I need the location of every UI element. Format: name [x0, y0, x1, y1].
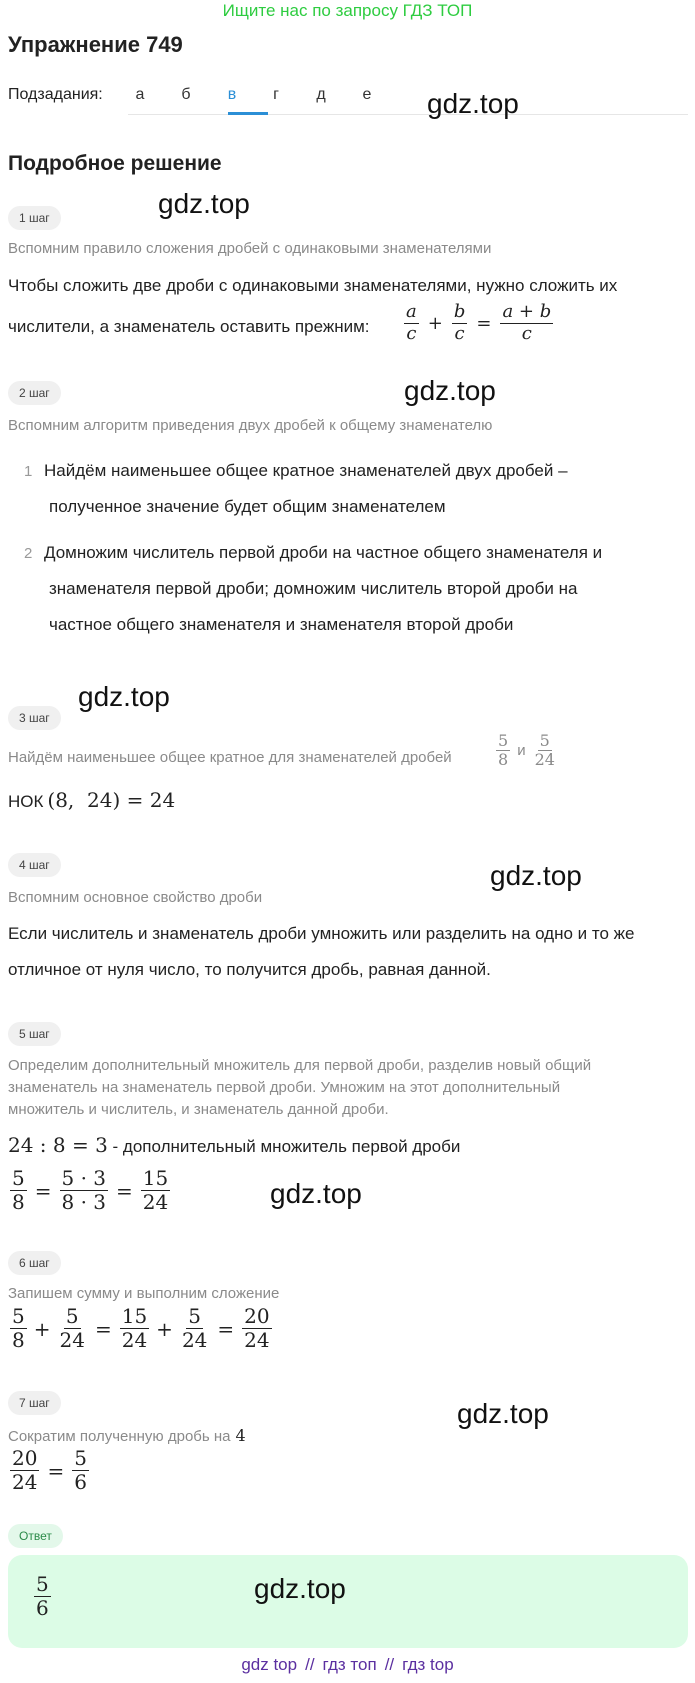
step-hint: Определим дополнительный множитель для первой дроби, разделив новый общий — [8, 1057, 592, 1074]
step-hint: Вспомним алгоритм приведения двух дробей к общему знаменателю — [8, 417, 493, 434]
promo-banner: Ищите нас по запросу ГДЗ ТОП — [222, 1, 473, 20]
step-badge: 2 шаг — [8, 381, 61, 405]
watermark: gdz.top — [254, 1573, 346, 1604]
tab-subtask-a[interactable]: а — [135, 86, 145, 103]
equation-reduce: $\frac{20}{24}$ = $\frac{5}{6}$ — [12, 1446, 87, 1494]
formula-add-fractions: $\frac{a}{c}$ + $\frac{b}{c}$ = $\frac{a + b}{c}$ — [406, 301, 552, 344]
tab-subtask-b[interactable]: б — [181, 86, 191, 103]
step-badge: 5 шаг — [8, 1022, 61, 1046]
watermark: gdz.top — [270, 1178, 362, 1209]
list-item-text: частное общего знаменателя и знаменателя второй дроби — [49, 615, 514, 634]
footer-link[interactable]: гдз топ — [322, 1655, 377, 1674]
step-badge: 3 шаг — [8, 706, 61, 730]
step-badge: 7 шаг — [8, 1391, 61, 1415]
step-badge: 6 шаг — [8, 1251, 61, 1275]
footer-links — [0, 1655, 695, 1675]
footer-link[interactable]: гдз top — [402, 1655, 454, 1674]
tab-subtask-d[interactable]: д — [316, 86, 326, 103]
tab-subtask-e[interactable]: е — [362, 86, 372, 103]
multiplier-expression: 24 : 8 = 3 - дополнительный множитель первой дроби — [8, 1133, 461, 1157]
tab-subtask-g[interactable]: г — [273, 86, 279, 103]
solution-title: Подробное решение — [8, 152, 222, 175]
step-text: Если числитель и знаменатель дроби умножить или разделить на одно и то же — [8, 924, 635, 943]
watermark: gdz.top — [158, 188, 250, 219]
page-title: Упражнение 749 — [8, 32, 183, 57]
list-number: 1 — [24, 463, 33, 480]
answer-box — [8, 1555, 688, 1648]
footer-separator: // — [305, 1655, 315, 1674]
step-hint: множитель и числитель, и знаменатель данной дроби. — [8, 1101, 389, 1118]
watermark: gdz.top — [490, 860, 582, 891]
step-hint: Вспомним основное свойство дроби — [8, 889, 263, 906]
list-item-text: Домножим числитель первой дроби на частное общего знаменателя и — [44, 543, 603, 562]
step-text: числители, а знаменатель оставить прежним: — [8, 317, 370, 336]
step-text: Чтобы сложить две дроби с одинаковыми знаменателями, нужно сложить их — [8, 276, 618, 295]
footer-link[interactable]: gdz top — [241, 1655, 298, 1674]
step-hint: знаменатель на знаменатель первой дроби. Умножим на этот дополнительный — [8, 1079, 561, 1096]
equation-first-fraction: $\frac{5}{8}$ = $\frac{5 \cdot 3}{8 \cdot 3}$ = $\frac{15}{24}$ — [12, 1166, 169, 1214]
equation-sum: $\frac{5}{8}$ + $\frac{5}{24}$ = $\frac{15}{24}$ + $\frac{5}{24}$ = $\frac{20}{24}$ — [12, 1304, 270, 1352]
answer-fraction: $\frac{5}{6}$ — [36, 1572, 49, 1620]
list-item-text: знаменателя первой дроби; домножим числитель второй дроби на — [49, 579, 578, 598]
list-item-text: полученное значение будет общим знаменателем — [49, 497, 446, 516]
subtasks-label: Подзадания: — [8, 86, 103, 103]
step-hint: Запишем сумму и выполним сложение — [8, 1285, 280, 1302]
list-item-text: Найдём наименьшее общее кратное знаменателей двух дробей – — [44, 461, 568, 480]
step-hint: Найдём наименьшее общее кратное для знаменателей дробей — [8, 749, 452, 766]
answer-badge: Ответ — [8, 1524, 63, 1548]
tab-subtask-v[interactable]: в — [227, 86, 237, 103]
watermark: gdz.top — [427, 88, 519, 119]
subtasks-divider — [128, 114, 688, 115]
inline-fractions: $\frac{5}{8}$ и $\frac{5}{24}$ — [498, 731, 555, 770]
step-text: отличное от нуля число, то получится дробь, равная данной. — [8, 960, 491, 979]
step-badge: 4 шаг — [8, 853, 61, 877]
step-badge: 1 шаг — [8, 206, 61, 230]
watermark: gdz.top — [78, 681, 170, 712]
active-tab-indicator — [228, 112, 268, 115]
step-hint: Вспомним правило сложения дробей с одинаковыми знаменателями — [8, 240, 492, 257]
footer-separator: // — [384, 1655, 395, 1674]
list-number: 2 — [24, 545, 33, 562]
step-hint: Сократим полученную дробь на 4 — [8, 1426, 246, 1445]
watermark: gdz.top — [457, 1398, 549, 1429]
nok-expression: НОК (8, 24) = 24 — [8, 788, 176, 812]
watermark: gdz.top — [404, 375, 496, 406]
